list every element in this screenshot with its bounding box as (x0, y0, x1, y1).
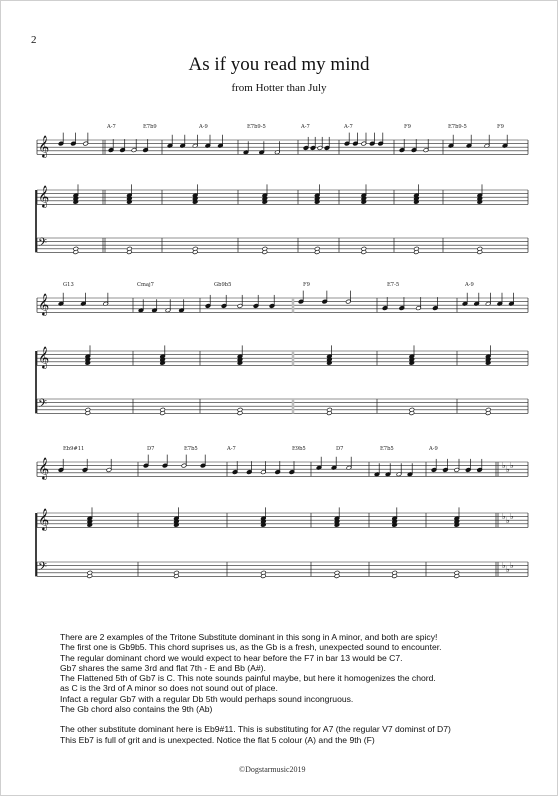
chord-symbol: E7b9 (143, 124, 157, 130)
note-line: as C is the 3rd of A minor so does not sound out of place. (60, 683, 278, 694)
chord-symbol: F9 (303, 282, 310, 288)
chord-symbol: A-7 (301, 124, 310, 130)
chord-symbol: Cmaj7 (137, 282, 154, 288)
chord-symbol: A-7 (344, 124, 353, 130)
note-line: There are 2 examples of the Tritone Substitute dominant in this song in A minor, and both are spicy! (60, 632, 438, 642)
note-line: The other substitute dominant here is Eb9#11. This is substituting for A7 (the regular V7 dominst of D7) (60, 724, 451, 735)
treble-clef-icon: 𝄞 (38, 185, 50, 208)
song-title: As if you read my mind (188, 54, 370, 75)
treble-clef-icon: 𝄞 (38, 457, 50, 480)
note-spacer (60, 714, 530, 724)
bass-clef-icon: 𝄢 (38, 236, 48, 253)
chord-symbol: Gb9b5 (214, 282, 232, 288)
copyright: ©Dogstarmusic2019 (239, 765, 306, 774)
chord-symbol: F9 (404, 124, 411, 130)
piano-treble-staff (37, 507, 528, 531)
chord-symbol: E9b5 (292, 446, 306, 452)
flat-icon: ♭ (510, 461, 514, 470)
treble-clef-icon: 𝄞 (38, 293, 50, 316)
chord-symbol: E7b5 (380, 446, 394, 452)
note-line: This Eb7 is full of grit and is unexpected. Notice the flat 5 colour (A) and the 9th (F) (60, 734, 375, 745)
chord-symbol: F9 (497, 124, 504, 130)
piano-bass-staff (37, 561, 528, 579)
chord-symbol: A-9 (429, 446, 438, 452)
flat-icon: ♭ (502, 461, 506, 470)
bass-clef-icon: 𝄢 (38, 560, 48, 577)
page-number: 2 (31, 34, 37, 46)
note-line: The Flattened 5th of Gb7 is C. This note sounds painful maybe, but here it homogenizes the chord. (60, 673, 436, 684)
melody-staff (37, 291, 528, 317)
flat-icon: ♭ (510, 561, 514, 570)
chord-symbol: D7 (336, 446, 344, 452)
flat-icon: ♭ (502, 512, 506, 521)
note-line: The first one is Gb9b5. This chord suprises us, as the Gb is a fresh, unexpected sound to encounter. (60, 642, 442, 653)
chord-symbol: G13 (63, 282, 74, 288)
piano-bass-staff (37, 237, 528, 255)
chord-symbol: A-7 (227, 446, 236, 452)
treble-clef-icon: 𝄞 (38, 346, 50, 369)
chord-symbol: Eb9#11 (63, 446, 85, 452)
flat-icon: ♭ (502, 561, 506, 570)
melody-staff (37, 455, 528, 481)
melody-staff (37, 133, 528, 159)
chord-symbol: E7-5 (387, 282, 400, 288)
treble-clef-icon: 𝄞 (38, 508, 50, 531)
chord-symbol: E7b9-5 (247, 124, 266, 130)
note-line: The regular dominant chord we would expect to hear before the F7 in bar 13 would be C7. (60, 652, 403, 663)
music-score (1, 1, 558, 641)
chord-symbol: E7b5 (184, 446, 198, 452)
note-line: Infact a regular Gb7 with a regular Db 5th would perhaps sound incongruous. (60, 693, 354, 704)
bass-clef-icon: 𝄢 (38, 397, 48, 414)
note-line: The Gb chord also contains the 9th (Ab) (60, 704, 213, 715)
note-line: Gb7 shares the same 3rd and flat 7th - E and Bb (A#). (60, 662, 266, 673)
music-system (36, 124, 528, 254)
chord-symbol: E7b9-5 (448, 124, 467, 130)
chord-symbol: A-9 (199, 124, 208, 130)
flat-icon: ♭ (506, 516, 510, 525)
music-system (36, 446, 528, 578)
music-system (36, 282, 528, 415)
chord-symbol: D7 (147, 446, 155, 452)
flat-icon: ♭ (510, 512, 514, 521)
flat-icon: ♭ (506, 465, 510, 474)
chord-symbol: A-9 (465, 282, 474, 288)
piano-treble-staff (37, 184, 528, 208)
treble-clef-icon: 𝄞 (38, 135, 50, 158)
flat-icon: ♭ (506, 565, 510, 574)
piano-treble-staff (37, 345, 528, 369)
harmony-notes (60, 632, 530, 745)
piano-bass-staff (37, 398, 528, 416)
song-subtitle: from Hotter than July (231, 82, 327, 94)
chord-symbol: A-7 (107, 124, 116, 130)
